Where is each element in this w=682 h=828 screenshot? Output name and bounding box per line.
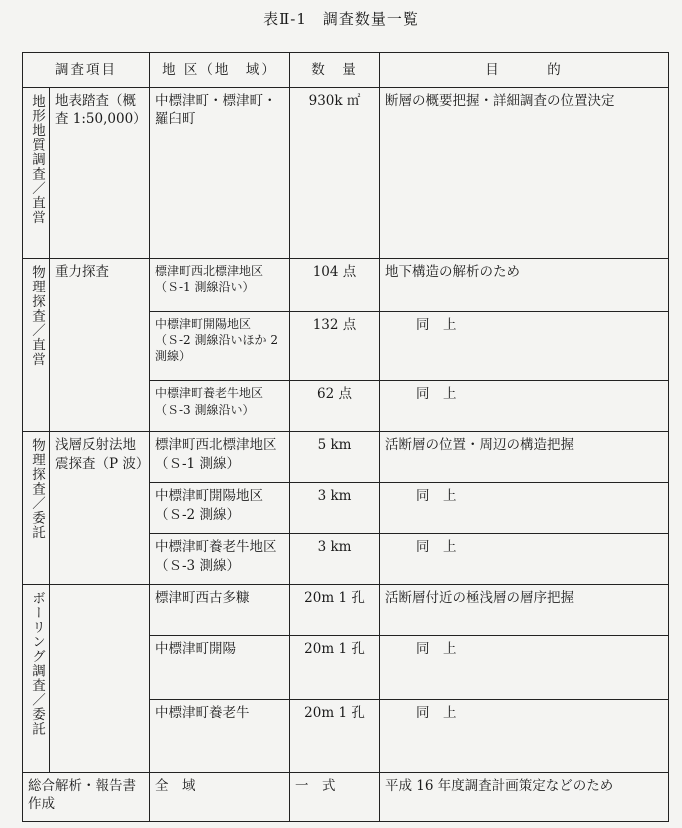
- table-row: [23, 432, 669, 483]
- summary-row: [23, 772, 669, 821]
- purpose-cell: 同 上: [380, 312, 669, 381]
- purpose-cell: 断層の概要把握・詳細調査の位置決定: [380, 87, 669, 258]
- area-cell: 標津町西古多糠: [150, 585, 290, 636]
- summary-purpose: 平成 16 年度調査計画策定などのため: [380, 772, 669, 821]
- area-cell: 中標津町養老牛: [150, 699, 290, 772]
- survey-quantity-table: [22, 52, 669, 822]
- header-purpose: 目 的: [380, 53, 669, 88]
- quantity-cell: 3 km: [290, 534, 380, 585]
- purpose-cell: 同 上: [380, 699, 669, 772]
- area-cell: 中標津町養老牛地区（Ｓ-3 測線）: [150, 534, 290, 585]
- quantity-cell: 104 点: [290, 259, 380, 312]
- header-item: 調査項目: [23, 53, 150, 88]
- area-cell: 標津町西北標津地区（Ｓ-1 測線沿い）: [150, 259, 290, 312]
- method-cell: 重力探査: [50, 259, 150, 432]
- area-cell: 標津町西北標津地区（Ｓ-1 測線）: [150, 432, 290, 483]
- summary-quantity: 一 式: [290, 772, 380, 821]
- quantity-cell: 132 点: [290, 312, 380, 381]
- purpose-cell: 活断層の位置・周辺の構造把握: [380, 432, 669, 483]
- quantity-cell: 20m 1 孔: [290, 699, 380, 772]
- header-row: [23, 53, 669, 88]
- quantity-cell: 62 点: [290, 381, 380, 432]
- purpose-cell: 地下構造の解析のため: [380, 259, 669, 312]
- quantity-cell: 3 km: [290, 483, 380, 534]
- area-cell: 中標津町養老牛地区（Ｓ-3 測線沿い）: [150, 381, 290, 432]
- area-cell: 中標津町開陽地区（Ｓ-2 測線）: [150, 483, 290, 534]
- quantity-cell: 20m 1 孔: [290, 585, 380, 636]
- purpose-cell: 同 上: [380, 381, 669, 432]
- category-label: ボーリング調査／委託: [23, 585, 50, 773]
- quantity-cell: 930k ㎡: [290, 87, 380, 258]
- summary-area: 全 域: [150, 772, 290, 821]
- category-label: 物理探査／委託: [23, 432, 50, 585]
- table-title: 表Ⅱ-1 調査数量一覧: [263, 10, 419, 28]
- purpose-cell: 同 上: [380, 636, 669, 699]
- quantity-cell: 20m 1 孔: [290, 636, 380, 699]
- table-row: [23, 87, 669, 258]
- method-cell: [50, 585, 150, 773]
- method-cell: 浅層反射法地震探査（P 波）: [50, 432, 150, 585]
- purpose-cell: 活断層付近の極浅層の層序把握: [380, 585, 669, 636]
- purpose-cell: 同 上: [380, 483, 669, 534]
- area-cell: 中標津町・標津町・羅臼町: [150, 87, 290, 258]
- table-row: [23, 259, 669, 312]
- table-row: [23, 585, 669, 636]
- purpose-cell: 同 上: [380, 534, 669, 585]
- header-quantity: 数 量: [290, 53, 380, 88]
- category-label: 地形地質調査／直営: [23, 87, 50, 258]
- area-cell: 中標津町開陽地区（Ｓ-2 測線沿いほか 2 測線）: [150, 312, 290, 381]
- area-cell: 中標津町開陽: [150, 636, 290, 699]
- category-label: 物理探査／直営: [23, 259, 50, 432]
- method-cell: 地表踏査（概査 1:50,000）: [50, 87, 150, 258]
- quantity-cell: 5 km: [290, 432, 380, 483]
- header-area: 地 区（地 域）: [150, 53, 290, 88]
- summary-item: 総合解析・報告書作成: [23, 772, 150, 821]
